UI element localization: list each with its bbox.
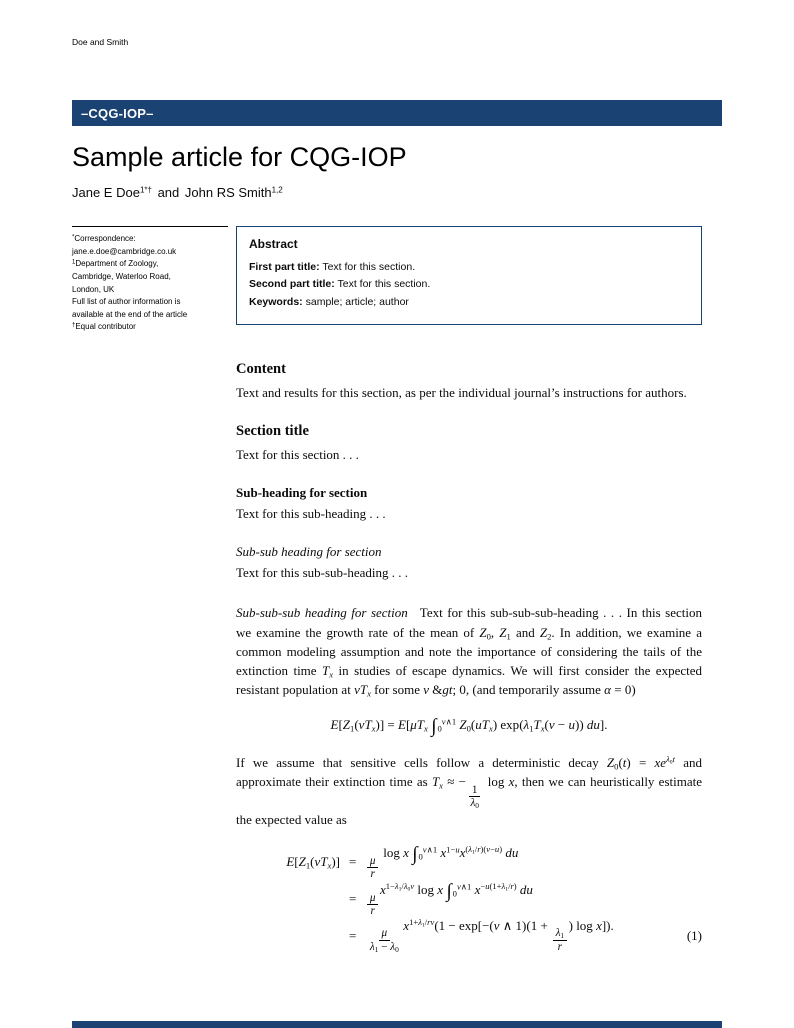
subsubsection-heading: Sub-sub heading for section <box>236 544 382 560</box>
abstract-item: Second part title: Text for this section. <box>249 278 431 291</box>
fraction: $\frac{1}{\lambda_0}$ <box>470 783 479 811</box>
fraction: $\frac{\mu}{\lambda_1 - \lambda_0}$ <box>369 927 399 954</box>
byline-conjunction: and <box>157 185 180 200</box>
integral-sign: ∫ <box>431 715 437 737</box>
equation-relation: = <box>349 927 357 943</box>
abstract-item: First part title: Text for this section. <box>249 261 416 273</box>
abstract-items <box>249 259 689 311</box>
inline-math: $Z_1$ <box>499 624 511 641</box>
equation-rhs: $\frac{\mu}{r}$ $x^{1-\lambda_1/\lambda_0v}$ log x $\int_0^{v\wedge 1}$ $x^{-u(1+\lambda_1/r)}$ du <box>365 881 533 918</box>
inline-math: v &gt; 0 <box>423 681 466 697</box>
abstract-box <box>236 226 702 325</box>
inline-math: α = 0 <box>604 681 632 697</box>
equation-rhs: $\frac{\mu}{\lambda_1 - \lambda_0}$ $x^{1+\lambda_1/rv}(1 - \exp[-(v$ ∧ 1)(1 + $\frac{\lambda_1}{r}$ ) log x]). <box>365 918 613 954</box>
author-1-affiliation-marks: 1*† <box>139 185 152 195</box>
display-equation-1: $E[Z_1(vT_x)] = E[\mu T_x$ $\int_0^{v\wedge 1}$ $Z_0(uT_x) \exp(\lambda_1T_x(v - u))$ du]. <box>330 715 608 737</box>
subsubsection-paragraph: Text for this sub-sub-heading . . . <box>236 565 409 581</box>
sidebar-notes <box>72 226 228 334</box>
inline-math: $Z_2$ <box>539 624 552 641</box>
sidebar-line: Cambridge, Waterloo Road, <box>72 271 171 281</box>
fraction: $\frac{\lambda_1}{r}$ <box>553 927 567 953</box>
section-paragraph: Text for this section . . . <box>236 447 359 463</box>
run-in-heading: Sub-sub-sub heading for section <box>236 605 408 621</box>
equation-rhs: $\frac{\mu}{r}$ log x $\int_0^{v\wedge 1}$ $x^{1-u}x^{(\lambda_1/r)(v-u)}$ du <box>365 844 518 881</box>
journal-banner <box>72 100 722 126</box>
equation-row <box>236 844 702 881</box>
section-heading-content: Content <box>236 361 286 377</box>
subsection-paragraph: Text for this sub-heading . . . <box>236 506 386 522</box>
equation-row <box>236 881 702 918</box>
article-title: Sample article for CQG-IOP <box>72 142 407 172</box>
content-paragraph: Text and results for this section, as per the individual journal’s instructions for authors. <box>236 385 687 400</box>
sidebar-line: $^1$Department of Zoology, <box>72 259 159 269</box>
inline-math: $T_x$ <box>322 662 334 680</box>
inline-math: $Z_0$ <box>479 624 491 641</box>
article-body <box>236 361 702 954</box>
equation-number: (1) <box>686 927 702 943</box>
sidebar-line: jane.e.doe@cambridge.co.uk <box>72 246 177 256</box>
footer-bar <box>72 1021 722 1028</box>
equation-array <box>236 844 702 954</box>
estimate-paragraph: If we assume that sensitive cells follow a deterministic decay $Z_0(t) = xe^{\lambda_0t}$ and approximate their extinction time as $T_x$ ≈ − $\frac{1}{\lambda_0}$ log x, then we can heuristically estimate the expected value as <box>236 754 702 827</box>
inline-math: $T_x$ ≈ − $\frac{1}{\lambda_0}$ log x <box>431 774 515 811</box>
equation-row <box>236 918 702 954</box>
fraction: $\frac{\mu}{r}$ <box>367 855 378 881</box>
header-columns <box>72 226 722 334</box>
author-2: John RS Smith <box>184 185 272 200</box>
equation-relation: = <box>349 854 357 870</box>
equation-relation: = <box>349 891 357 907</box>
integral-sign: ∫ <box>446 880 452 902</box>
running-head: Doe and Smith <box>72 37 129 47</box>
inline-math: $vT_x$ <box>354 681 371 699</box>
sidebar-line: available at the end of the article <box>72 309 188 319</box>
subsubsub-paragraph: Sub-sub-sub heading for section Text for this sub-sub-sub-heading . . . In this section we examine the growth rate of the mean of $Z_0$, $Z_1$ and $Z_2$. In addition, we examine a common modeling assumption and note the importance of considering the tails of the extinction time $T_x$ in studies of escape dynamics. We will first consider the expected resistant population at $vT_x$ for some v &gt; 0, (and temporarily assume α = 0) <box>236 605 703 699</box>
integral-sign: ∫ <box>412 843 418 865</box>
byline <box>72 185 722 200</box>
section-heading-title: Section title <box>236 423 309 440</box>
journal-banner-label: –CQG-IOP– <box>81 105 154 121</box>
author-1: Jane E Doe <box>72 185 140 200</box>
sidebar-line: Full list of author information is <box>72 297 181 307</box>
subsection-heading: Sub-heading for section <box>236 485 368 501</box>
sidebar-line: London, UK <box>72 284 115 294</box>
author-2-affiliation-marks: 1,2 <box>271 185 283 195</box>
equation-lhs: $E[Z_1(vT_x)]$ <box>286 854 340 871</box>
sidebar-line: †Equal contributor <box>72 322 136 332</box>
sidebar-line: *Correspondence: <box>72 234 136 243</box>
fraction: $\frac{\mu}{r}$ <box>367 892 378 918</box>
abstract-item: Keywords: sample; article; author <box>249 295 409 308</box>
abstract-heading: Abstract <box>249 237 298 251</box>
inline-math: $Z_0(t) = xe^{\lambda_0t}$ <box>606 754 675 772</box>
